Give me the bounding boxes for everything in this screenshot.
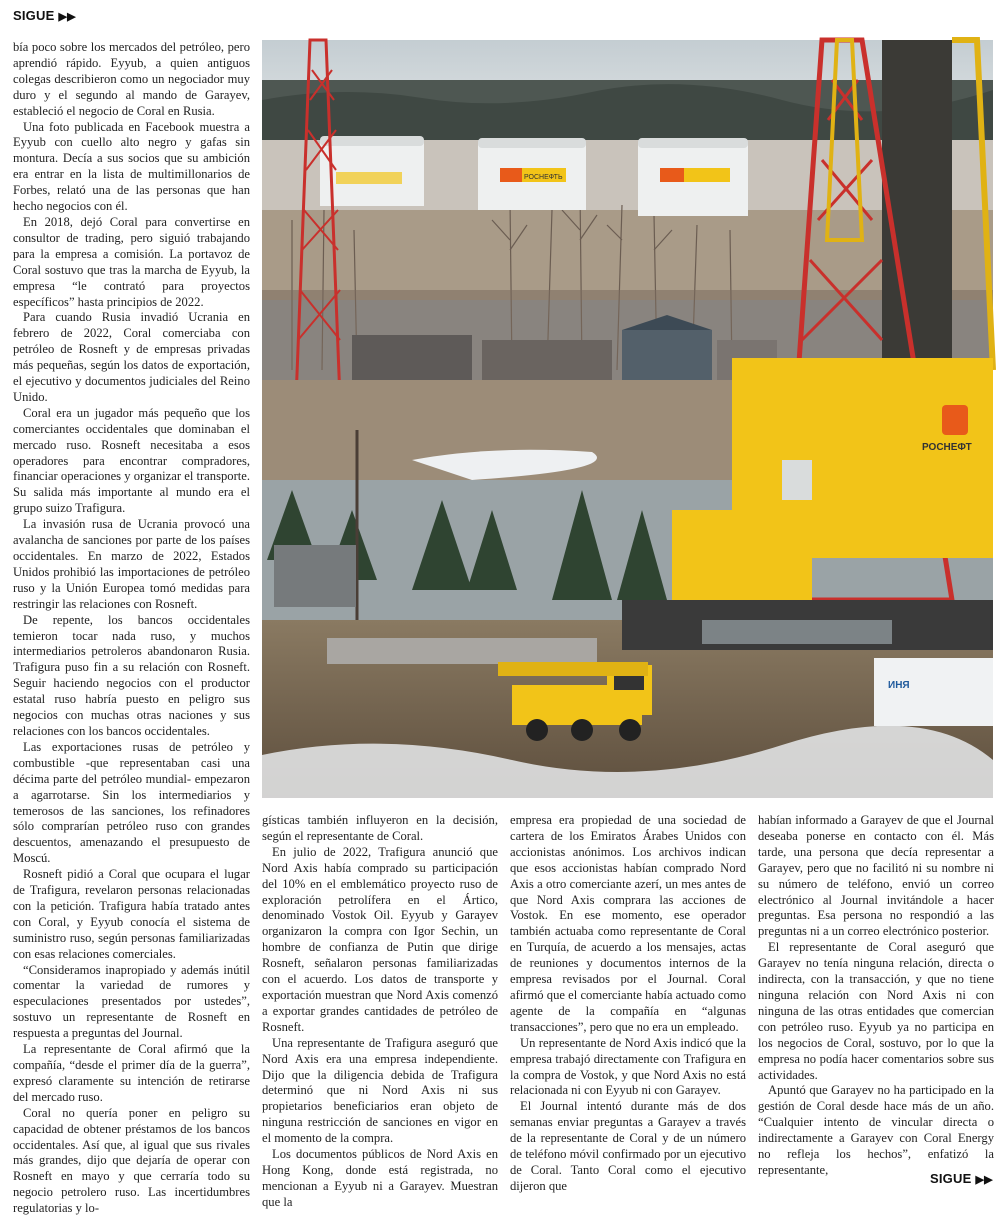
rig-logo-text: РОСНЕФТ bbox=[922, 442, 972, 453]
paragraph: “Consideramos inapropiado y además inútil comentar la variedad de rumores y especulaciones presentados por ustedes”, sostuvo un representante de Rosneft en respuesta a preguntas del Journal. bbox=[13, 962, 250, 1041]
white-container bbox=[874, 658, 993, 726]
transformer-box bbox=[274, 545, 356, 607]
paragraph: El representante de Coral aseguró que Garayev no tenía ninguna relación, directa o indirecta, con la transacción, y que no tiene ninguna relación con Nord Axis ni con ninguna de las otras entidades que comercian con petróleo ruso. Eyyub ya no participa en los negocios de Coral, sostuvo, por lo que la empresa no podía hacer comentarios sobre sus actividades. bbox=[758, 940, 994, 1082]
paragraph: gísticas también influyeron en la decisión, según el representante de Coral. bbox=[262, 813, 498, 843]
sigue-label: SIGUE bbox=[930, 1171, 972, 1186]
paragraph: empresa era propiedad de una sociedad de cartera de los Emiratos Árabes Unidos con accionistas anónimos. Los archivos indican que esos accionistas habían comprado Nord Axis a otro comerciante azerí, un mes antes de que Nord Axis comprara las acciones de Vostok. En ese momento, ese operador también actuaba como representante de Coral en Turquía, de acuerdo a los mensajes, actas de reuniones y documentos internos de la empresa revisados por el Journal. Coral afirmó que el comerciante había actuado como agente de la compañía en “algunas transacciones”, pero que no era un empleado. bbox=[510, 813, 746, 1034]
paragraph: Para cuando Rusia invadió Ucrania en febrero de 2022, Coral comerciaba con petróleo de Rosneft y de empresas privadas más pequeñas, según los datos de exportación, el ejecutivo y documentos judiciales del Reino Unido. bbox=[13, 310, 250, 404]
paragraph: Rosneft pidió a Coral que ocupara el lugar de Trafigura, revelaron personas relacionadas con la petición. Trafigura había tratado antes con Coral, y Eyyub conocía el sistema de suministro ruso, según personas familiarizadas con esas relaciones comerciales. bbox=[13, 867, 250, 961]
sigue-footer bbox=[930, 1171, 993, 1186]
paragraph: Coral era un jugador más pequeño que los comerciantes occidentales que dominaban el mercado ruso. Rosneft necesitaba a esos operadores para encontrar compradores, financiar operaciones y organizar el transporte. Su salida más importante al mundo era el grupo suizo Trafigura. bbox=[13, 405, 250, 516]
paragraph: La representante de Coral afirmó que la compañía, “desde el primer día de la guerra”, expresó claramente su intención de retirarse del mercado ruso. bbox=[13, 1042, 250, 1104]
article-column-2 bbox=[262, 813, 498, 1209]
article-column-1 bbox=[13, 40, 250, 1216]
article-column-4 bbox=[758, 813, 994, 1177]
concrete-slabs bbox=[327, 638, 597, 664]
paragraph: En 2018, dejó Coral para convertirse en consultor de trading, pero siguió trabajando para la empresa a comisión. La portavoz de Coral sostuvo que tras la marcha de Eyyub, la empresa “le contrató para proyectos específicos” hasta principios de 2022. bbox=[13, 214, 250, 309]
paragraph: bía poco sobre los mercados del petróleo, pero aprendió rápido. Eyyub, a quien antiguos colegas describieron como un negociador muy duro y el segundo al mando de Garayev, estableció el negocio de Coral en Rusia. bbox=[13, 40, 250, 118]
paragraph: El Journal intentó durante más de dos semanas enviar preguntas a Garayev a través de la representante de Coral y de un número de teléfono móvil confirmado por un ejecutivo de Coral. Tanto Coral como el ejecutivo dijeron que bbox=[510, 1099, 746, 1193]
sigue-label: SIGUE bbox=[13, 8, 55, 23]
paragraph: En julio de 2022, Trafigura anunció que Nord Axis había comprado su participación del 10% en el emblemático proyecto ruso de exploración petrolífera en el Ártico, denominado Vostok Oil. Eyyub y Garayev organizaron la compra con Igor Sechin, un hombre de confianza de Putin que dirige Rosneft, señalaron personas familiarizadas con el acuerdo. Los datos de transporte y exportación muestran que Nord Axis comenzó a exportar grandes cantidades de petróleo de Rosneft. bbox=[262, 844, 498, 1034]
paragraph: La invasión rusa de Ucrania provocó una avalancha de sanciones por parte de los países occidentales. En marzo de 2022, Estados Unidos prohibió las importaciones de petróleo ruso y la Unión Europea tomó medidas para restringir las relaciones con Rosneft. bbox=[13, 517, 250, 611]
storage-tanks bbox=[320, 136, 748, 216]
paragraph: Una foto publicada en Facebook muestra a Eyyub con cuello alto negro y gafas sin montura. Decía a sus socios que su ambición era entrar en la lista de multimillonarios de Forbes, relató una de las personas que han hecho negocios con él. bbox=[13, 119, 250, 214]
paragraph: Los documentos públicos de Nord Axis en Hong Kong, donde está registrada, no mencionan a Eyyub ni a Garayev. Muestran que la bbox=[262, 1147, 498, 1209]
continue-arrows-icon: ▶▶ bbox=[58, 11, 76, 23]
paragraph: Un representante de Nord Axis indicó que la empresa trabajó directamente con Trafigura en la compra de Vostok, y que Nord Axis no está relacionada ni con Eyyub ni con Garayev. bbox=[510, 1035, 746, 1098]
paragraph: De repente, los bancos occidentales temieron tocar nada ruso, y muchos intermediarios petroleros abandonaron Rusia. Trafigura puso fin a su relación con Rosneft. Seguir haciendo negocios con el productor estatal ruso habría puesto en peligro sus negocios con muchas otras naciones y sus relaciones con los bancos occidentales. bbox=[13, 612, 250, 738]
container-text: ИНЯ bbox=[888, 680, 910, 691]
paragraph: Coral no quería poner en peligro su capacidad de obtener préstamos de los bancos occidentales. Así que, al igual que sus rivales más grandes, dijo que dejaría de operar con Rosneft en mayo y que cerraría todo su negocio petrolero ruso. Las incertidumbres regulatorias y lo- bbox=[13, 1105, 250, 1216]
paragraph: Apuntó que Garayev no ha participado en la gestión de Coral desde hace más de un año. “Cualquier intento de vincular directa o indirectamente a Garayev con Coral Energy no refleja los hechos”, enfatizó la representante, bbox=[758, 1083, 994, 1177]
paragraph: habían informado a Garayev de que el Journal deseaba ponerse en contacto con él. Más tarde, una persona que decía representar a Garayev, pero que no facilitó ni su nombre ni su número de teléfono, envió un correo electrónico al Journal invitándole a hacer preguntas. Esa persona no respondió a las preguntas ni a un correo electrónico posterior. bbox=[758, 813, 994, 939]
sigue-header bbox=[13, 8, 76, 23]
paragraph: Una representante de Trafigura aseguró que Nord Axis era una empresa independiente. Dijo que la diligencia debida de Trafigura determinó que ni Nord Axis ni sus propietarios beneficiarios eran objeto de ninguna restricción de sanciones en vigor en el momento de la compra. bbox=[262, 1035, 498, 1146]
oil-field-photo bbox=[262, 40, 993, 798]
paragraph: Las exportaciones rusas de petróleo y combustible -que representaban casi una décima parte del petróleo mundial- empezaron a agarrotarse. Sin los intermediarios y temerosos de las sanciones, los refinadores sólo comprarían petróleo ruso con grandes descuentos, amenazando el presupuesto de Moscú. bbox=[13, 739, 250, 866]
article-column-3 bbox=[510, 813, 746, 1193]
continue-arrows-icon: ▶▶ bbox=[975, 1174, 993, 1186]
tank-logo-text: РОСНЕФТЬ bbox=[524, 174, 563, 181]
